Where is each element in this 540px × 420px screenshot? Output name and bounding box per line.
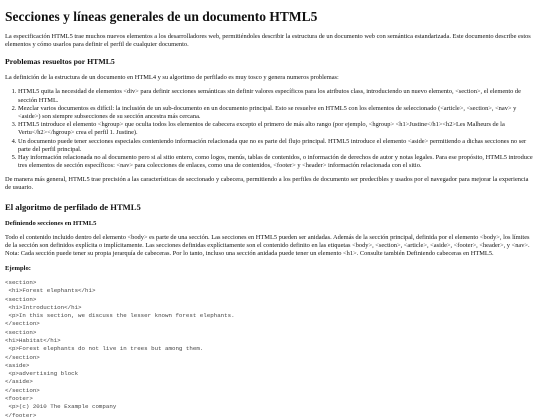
problems-list <box>5 88 535 170</box>
example-label: Ejemplo: <box>5 264 32 272</box>
sections-body: Todo el contenido incluido dentro del elemento <body> es parte de una sección. Las secciones en HTML5 pueden ser anidadas. Además de la sección principal, definida por el elemento <body>, los límites de la sección son definidos explícita o implícitamente. Las secciones definidas explícitamente son el contenido definito en las etiquetas <body>, <section>, <article>, <aside>, <footer>, <header>, y <nav>. Nota: Cada sección puede tener su propia jerarquía de cabeceras. Por lo tanto, incluso una sección anidada puede tener un elemento <h1>. Consulte también Definiendo cabeceras en HTML5. <box>5 234 530 258</box>
list-item: 1. HTML5 quita la necesidad de elementos <div> para definir secciones semánticas sin definir valores específicos para los atributos class, introduciendo un nuevo elemento, <section>, el elemento de sección HTML. <box>18 88 535 104</box>
list-item: 2. Mezclar varios documentos es difícil: la inclusión de un sub-documento en un documento principal. Esto se resuelve en HTML5 con los elementos de seleccionado (<article>, <section>, <nav> y <aside>) son siempre subsecciones de su sección ancestra más cercana. <box>18 105 535 121</box>
intro-paragraph: La especificación HTML5 trae muchos nuevos elementos a los desarrolladores web, permitiéndoles describir la estructura de un documento web con semántica estandarizada. Este documento describe estos elementos y cómo usarlos para definir el perfil de cualquier documento. <box>5 32 531 49</box>
code-example: <section> <h1>Forest elephants</h1> <section> <h1>Introduction</h1> <p>In this section, we discuss the lesser known forest elephants. </section> <section> <h1>Habitat</h1> <p>Forest elephants do not live in trees but among them. </section> <aside> <p>advertising block </aside> </section> <footer> <p>(c) 2010 The Example company </footer> <box>5 279 235 419</box>
list-item: 3. HTML5 introduce el elemento <hgroup> que oculta todos los elementos de cabecera excepto el primero de más alto rango (por ejemplo, <hgroup> <h1>Justine</h1><h2>Les Malheurs de la Vertu</h2></hgroup> crea el perfil 1. Justine). <box>18 121 535 137</box>
problems-heading: Problemas resueltos por HTML5 <box>5 57 115 67</box>
problems-lead: La definición de la estructura de un documento en HTML4 y su algoritmo de perfilado es muy tosco y genera numeros problemas: <box>5 74 339 82</box>
list-item: 5. Hay información relacionada no al documento pero si al sitio entero, como logos, menús, tablas de contenidos, o información de derechos de autor y notas legales. Para ese propósito, HTML5 introduce tres elementos de sección específicos: <nav> para colecciones de enlaces, como una de contenidos, <footer> y <header> información relacionada con el sitio. <box>18 154 535 170</box>
algorithm-heading: El algoritmo de perfilado de HTML5 <box>5 201 141 212</box>
list-item: 4. Un documento puede tener secciones especiales conteniendo información relacionada que no es parte del flujo principal. HTML5 introduce el elemento <aside> permitiendo a dichas secciones no ser parte del perfil principal. <box>18 138 535 154</box>
sections-subheading: Definiendo secciones en HTML5 <box>5 219 97 227</box>
problems-conclusion: De manera más general, HTML5 trae precisión a las características de seccionado y cabecera, permitiendo a los perfiles de documento ser predecibles y usados por el navegador para mejorar la experiencia de usuario. <box>5 176 529 192</box>
page-title: Secciones y líneas generales de un documento HTML5 <box>5 9 318 24</box>
